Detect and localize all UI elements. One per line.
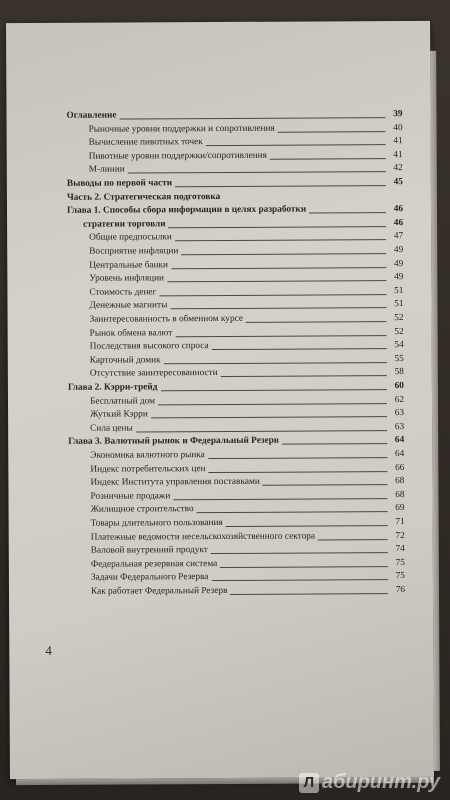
toc-entry-page: 69 bbox=[395, 503, 405, 514]
toc-entry-page: 49 bbox=[393, 258, 404, 269]
toc-leader-line bbox=[170, 307, 386, 310]
toc-entry bbox=[67, 163, 403, 176]
toc-entry bbox=[67, 191, 403, 204]
toc-entry bbox=[69, 544, 405, 557]
toc-entry-page: 39 bbox=[393, 109, 403, 120]
toc-entry bbox=[67, 150, 403, 163]
toc-entry bbox=[69, 571, 405, 584]
toc-leader-line bbox=[246, 320, 387, 323]
toc-leader-line bbox=[175, 334, 386, 337]
toc-entry-title: Оглавление bbox=[66, 110, 117, 121]
toc-leader-line bbox=[282, 443, 387, 446]
toc-entry-page: 52 bbox=[394, 313, 404, 324]
toc-leader-line bbox=[151, 415, 387, 418]
toc-entry-title: Заинтересованность в обменном курсе bbox=[89, 313, 243, 325]
toc-entry-page: 63 bbox=[394, 408, 405, 419]
toc-entry-page: 75 bbox=[395, 571, 405, 582]
toc-leader-line bbox=[160, 388, 387, 391]
toc-entry-page: 76 bbox=[395, 585, 406, 596]
toc-entry-title: Экономика валютного рынка bbox=[90, 450, 205, 461]
toc-entry-page: 64 bbox=[394, 449, 405, 460]
toc-leader-line bbox=[309, 211, 386, 213]
toc-entry-title: Глава 3. Валютный рынок и Федеральный Резерв bbox=[68, 436, 279, 448]
toc-leader-line bbox=[171, 266, 386, 269]
toc-entry-title: Отсутствие заинтересованности bbox=[89, 368, 218, 380]
toc-entry-title: Платежные ведомости несельскохозяйственного сектора bbox=[90, 531, 316, 543]
toc-entry-title: Часть 2. Стратегическая подготовка bbox=[66, 191, 221, 203]
toc-entry-page: 51 bbox=[394, 299, 404, 310]
toc-entry-page: 41 bbox=[393, 136, 403, 147]
table-of-contents bbox=[66, 109, 406, 597]
toc-entry bbox=[68, 313, 404, 326]
toc-entry bbox=[68, 476, 404, 489]
toc-entry-page: 62 bbox=[394, 394, 405, 405]
toc-leader-line bbox=[175, 239, 386, 242]
toc-entry-page: 49 bbox=[393, 245, 404, 256]
toc-leader-line bbox=[211, 551, 388, 554]
toc-entry-page: 68 bbox=[395, 476, 405, 487]
toc-leader-line bbox=[226, 524, 388, 527]
toc-entry-title: М-линии bbox=[88, 164, 125, 176]
toc-leader-line bbox=[119, 116, 385, 119]
toc-entry bbox=[69, 558, 405, 571]
toc-entry bbox=[69, 517, 405, 530]
toc-entry-page: 54 bbox=[394, 340, 404, 351]
toc-entry bbox=[67, 123, 403, 136]
toc-entry-page: 60 bbox=[394, 381, 404, 392]
toc-entry-title: Жуткий Кэрри bbox=[90, 409, 148, 420]
labirint-watermark bbox=[299, 771, 440, 794]
toc-entry-title: Как работает Федеральный Резерв bbox=[90, 585, 228, 597]
toc-leader-line bbox=[158, 402, 387, 405]
toc-entry-title: Общие предпосылки bbox=[89, 232, 172, 244]
toc-leader-line bbox=[128, 171, 386, 174]
toc-entry-title: Центральные банки bbox=[89, 259, 169, 271]
toc-entry-page: 49 bbox=[394, 272, 404, 283]
toc-entry-title: Денежные магниты bbox=[89, 300, 168, 312]
toc-entry bbox=[68, 367, 404, 380]
toc-entry bbox=[67, 204, 403, 217]
toc-leader-line bbox=[209, 470, 388, 473]
toc-entry-page: 42 bbox=[393, 163, 403, 174]
toc-leader-line bbox=[263, 483, 388, 486]
toc-entry bbox=[68, 327, 404, 340]
toc-entry bbox=[67, 218, 403, 231]
toc-entry-page: 45 bbox=[393, 177, 403, 188]
toc-entry-page: 41 bbox=[393, 149, 403, 160]
toc-entry bbox=[68, 395, 404, 408]
toc-leader-line bbox=[230, 592, 388, 595]
toc-entry-title: Рыночные уровни поддержки и сопротивления bbox=[88, 123, 275, 135]
toc-leader-line bbox=[318, 538, 388, 540]
toc-entry bbox=[68, 408, 404, 421]
toc-entry bbox=[67, 259, 403, 272]
toc-entry bbox=[67, 231, 403, 244]
toc-entry-title: Индекс Института управления поставками bbox=[90, 476, 260, 488]
toc-entry-title: Глава 1. Способы сбора информации в целях разработки bbox=[66, 204, 307, 216]
toc-entry-page: 71 bbox=[395, 517, 405, 528]
book-page bbox=[6, 21, 434, 779]
toc-entry-page: 68 bbox=[395, 489, 405, 500]
toc-entry-page: 47 bbox=[393, 231, 404, 242]
toc-leader-line bbox=[169, 225, 387, 228]
toc-leader-line bbox=[136, 429, 387, 432]
toc-entry bbox=[67, 245, 403, 258]
toc-leader-line bbox=[211, 579, 388, 582]
toc-entry-title: Восприятие инфляции bbox=[89, 246, 179, 257]
toc-entry-page: 75 bbox=[395, 557, 405, 568]
toc-entry bbox=[67, 299, 403, 312]
toc-entry-title: стратегии торговли bbox=[83, 219, 166, 230]
toc-leader-line bbox=[221, 375, 387, 378]
toc-entry-title: Розничные продажи bbox=[90, 491, 171, 502]
toc-entry-page: 58 bbox=[394, 367, 404, 378]
toc-entry bbox=[67, 272, 403, 285]
toc-entry bbox=[66, 109, 402, 122]
toc-entry bbox=[69, 531, 405, 544]
toc-entry-page: 51 bbox=[394, 285, 404, 296]
toc-entry-page: 52 bbox=[394, 326, 404, 337]
toc-entry-title: Индекс потребительских цен bbox=[90, 463, 206, 475]
toc-entry-page: 64 bbox=[394, 435, 405, 446]
toc-entry-page: 66 bbox=[395, 462, 405, 473]
toc-entry bbox=[69, 503, 405, 516]
toc-entry-title: Последствия высокого спроса bbox=[89, 341, 209, 352]
toc-entry-page: 46 bbox=[393, 204, 404, 215]
toc-leader-line bbox=[206, 143, 386, 146]
toc-entry bbox=[68, 490, 404, 503]
toc-entry-title: Сила цены bbox=[90, 423, 133, 434]
toc-entry bbox=[69, 585, 405, 598]
toc-entry-title: Федеральная резервная система bbox=[90, 558, 218, 570]
toc-entry bbox=[67, 286, 403, 299]
toc-entry-title: Стоимость денег bbox=[89, 287, 157, 298]
toc-entry-page: 74 bbox=[395, 544, 405, 555]
toc-leader-line bbox=[164, 361, 387, 364]
toc-leader-line bbox=[181, 252, 386, 255]
toc-leader-line bbox=[167, 279, 386, 282]
toc-leader-line bbox=[175, 184, 386, 187]
toc-leader-line bbox=[220, 565, 388, 568]
toc-entry-title: Жилищное строительство bbox=[90, 504, 194, 516]
page-number: 4 bbox=[45, 642, 52, 658]
toc-entry bbox=[67, 177, 403, 190]
watermark-text: абиринт.ру bbox=[321, 771, 440, 793]
toc-entry-page: 63 bbox=[394, 421, 405, 432]
toc-entry-title: Товары длительного пользования bbox=[90, 517, 223, 529]
toc-leader-line bbox=[173, 497, 387, 500]
toc-entry-title: Бесплатный дом bbox=[89, 395, 156, 407]
toc-entry-page: 40 bbox=[393, 122, 403, 133]
toc-entry bbox=[68, 381, 404, 394]
toc-entry-title: Уровень инфляции bbox=[89, 273, 165, 284]
toc-entry-title: Карточный домик bbox=[89, 355, 161, 366]
toc-entry bbox=[67, 136, 403, 149]
toc-leader-line bbox=[278, 130, 386, 133]
toc-entry-page: 55 bbox=[394, 353, 404, 364]
toc-entry-title: Валовой внутренний продукт bbox=[90, 545, 208, 556]
toc-entry bbox=[68, 340, 404, 353]
toc-leader-line bbox=[270, 157, 386, 160]
toc-entry-page: 72 bbox=[395, 530, 405, 541]
toc-entry-title: Пивотные уровни поддержки/сопротивления bbox=[88, 150, 267, 162]
toc-entry-page: 46 bbox=[393, 217, 404, 228]
toc-leader-line bbox=[223, 199, 386, 201]
labirint-logo-icon: Л bbox=[299, 773, 319, 793]
toc-leader-line bbox=[159, 293, 386, 296]
toc-entry-title: Глава 2. Кэрри-трейд bbox=[67, 382, 158, 393]
toc-entry bbox=[68, 422, 404, 435]
toc-leader-line bbox=[208, 456, 387, 459]
toc-entry bbox=[68, 435, 404, 448]
toc-entry bbox=[68, 354, 404, 367]
toc-leader-line bbox=[197, 511, 388, 514]
toc-leader-line bbox=[212, 347, 387, 350]
toc-entry bbox=[68, 463, 404, 476]
toc-entry-title: Вычисление пивотных точек bbox=[88, 137, 203, 148]
toc-entry-title: Рынок обмена валют bbox=[89, 327, 173, 339]
toc-entry-title: Выводы по первой части bbox=[66, 178, 173, 189]
toc-entry bbox=[68, 449, 404, 462]
toc-entry-title: Задачи Федерального Резерва bbox=[90, 572, 209, 584]
